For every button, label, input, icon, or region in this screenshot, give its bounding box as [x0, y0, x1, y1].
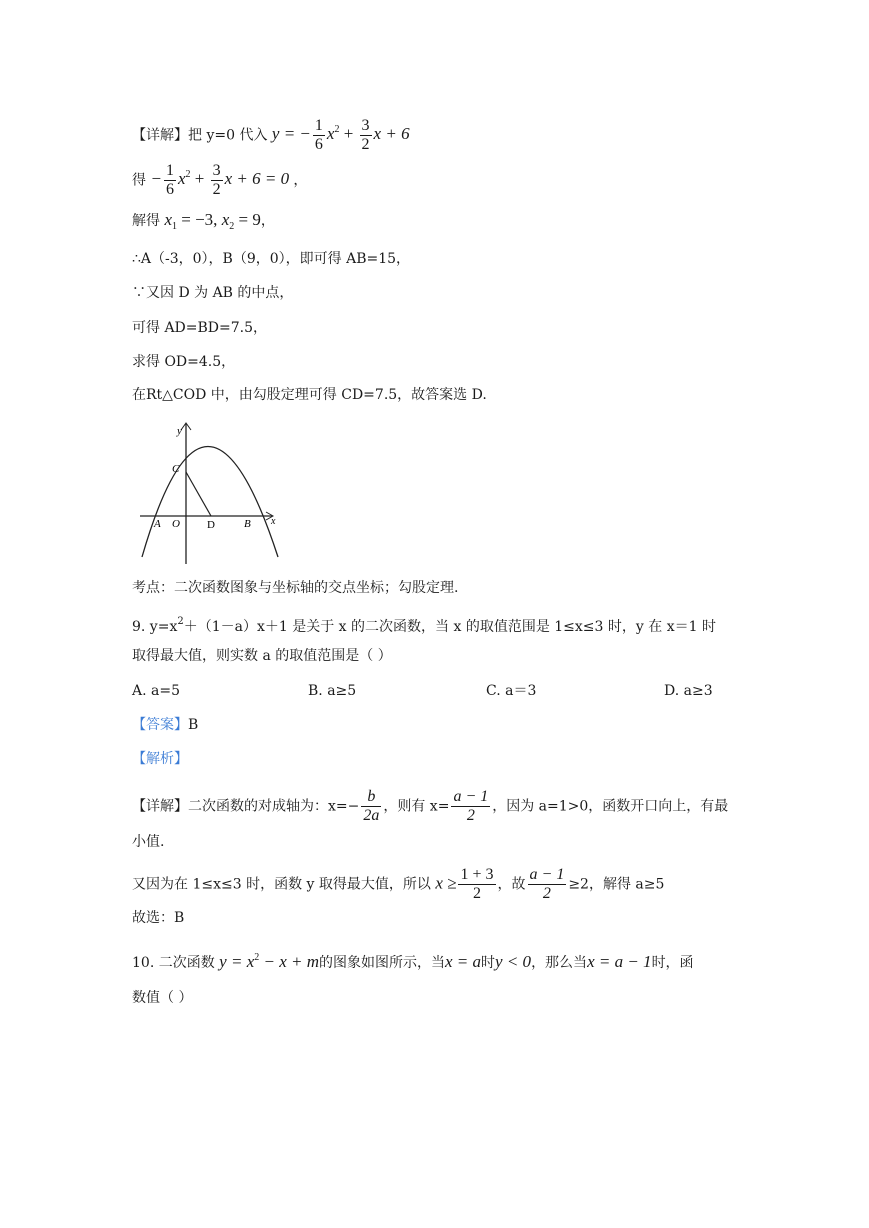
q9-detail-3: [132, 866, 664, 903]
exponent: 2: [177, 616, 184, 627]
answer-line: [132, 715, 198, 735]
eq-tail: x + 6 = 0: [224, 169, 290, 189]
segment-cd: [186, 472, 211, 516]
frac-den: 2: [361, 136, 370, 153]
option-a: A. a=5: [132, 683, 180, 699]
var-x: x: [326, 124, 335, 144]
exponent: 2: [334, 124, 340, 136]
detail-tag: 【详解】: [132, 127, 188, 144]
line-7: 求得 OD=4.5，: [132, 354, 236, 370]
fraction-a1-2: [528, 866, 567, 903]
cond-1: x = a: [445, 952, 482, 971]
plus: +: [343, 124, 354, 144]
q10-pre: 10. 二次函数: [132, 955, 215, 971]
line-5: ∵又因 D 为 AB 的中点，: [132, 285, 294, 301]
frac-den: 6: [165, 181, 174, 198]
q9-line-2: 取得最大值，则实数 a 的取值范围是（ ）: [132, 648, 392, 664]
answer-value: B: [188, 717, 199, 733]
fraction-1-6: [164, 162, 176, 199]
q10-equation: [219, 952, 319, 971]
frac-num: 1: [314, 117, 323, 134]
eq-lhs: y = −: [271, 124, 311, 144]
equation: [271, 117, 410, 153]
detail-intro: 把 y=0 代入: [188, 127, 268, 144]
detail-1-a: 二次函数的对成轴为：x=−: [188, 798, 360, 815]
q10-mid3: ，那么当: [531, 955, 588, 971]
frac-den: 2: [466, 807, 475, 824]
subscript: 1: [172, 221, 177, 232]
detail-3-a: 又因为在 1≤x≤3 时，函数 y 取得最大值，所以: [132, 876, 431, 893]
detail-1-c: ，因为 a=1>0，函数开口向上，有最: [492, 798, 729, 815]
answer-tag: 【答案】: [132, 717, 188, 733]
option-c: C. a＝3: [486, 683, 537, 699]
line-6: 可得 AD=BD=7.5，: [132, 320, 268, 336]
line-3: [132, 210, 275, 237]
fraction-13-2: [458, 866, 495, 903]
q10-mid4: 时，函: [651, 955, 694, 971]
parabola-curve: [142, 447, 278, 558]
frac-num: 3: [361, 117, 370, 134]
q9-detail-4: 故选：B: [132, 910, 185, 926]
frac-den: 2: [212, 181, 221, 198]
label-d: D: [207, 519, 215, 531]
frac-num: a − 1: [529, 866, 565, 883]
frac-num: b: [361, 788, 381, 807]
exponent: 2: [185, 169, 191, 181]
frac-num: a − 1: [453, 788, 489, 805]
fraction-a1-2: [451, 788, 490, 825]
option-b: B. a≥5: [308, 683, 357, 699]
frac-num: 3: [212, 162, 221, 179]
frac-den: 2: [473, 885, 481, 902]
fraction-1-6: [313, 117, 325, 154]
frac-den: 6: [314, 136, 323, 153]
fraction-b-2a: [361, 788, 381, 825]
subscript: 2: [229, 221, 235, 232]
label-y: y: [177, 425, 182, 437]
inequality-x: x ≥: [435, 873, 457, 893]
cond-3: x = a − 1: [587, 952, 652, 971]
q9-detail-1: [132, 788, 728, 825]
detail-line-1: [132, 117, 410, 154]
eq-tail: x + 6: [373, 124, 410, 144]
label-a: A: [154, 518, 161, 530]
line-2: [132, 162, 307, 199]
frac-den: 2: [542, 885, 551, 902]
q10-mid2: 时: [481, 955, 496, 971]
detail-tag: 【详解】: [132, 798, 188, 815]
q9-stem-a: 9. y=x: [132, 619, 178, 635]
line-8: 在Rt△COD 中，由勾股定理可得 CD=7.5，故答案选 D.: [132, 387, 487, 403]
q10-line-2: 数值（ ）: [132, 990, 193, 1006]
q9-detail-2: 小值.: [132, 834, 165, 850]
label-c: C: [172, 463, 180, 475]
detail-3-c: ≥2，解得 a≥5: [568, 876, 665, 893]
value-2: = 9: [234, 210, 261, 229]
var-x: x: [177, 169, 186, 189]
analysis-tag: 【解析】: [132, 751, 188, 767]
label-b: B: [244, 518, 251, 530]
q10-line-1: [132, 948, 694, 973]
q10-mid: 的图象如图所示，当: [319, 955, 445, 971]
fraction-3-2: [360, 117, 372, 154]
comma: ，: [260, 213, 275, 229]
eq-b: − x + m: [259, 952, 319, 971]
frac-num: 1 + 3: [460, 866, 494, 883]
parabola-graph: [136, 420, 286, 565]
detail-3-b: ，故: [497, 876, 526, 893]
var-x2: x: [221, 210, 230, 229]
comma: ，: [293, 172, 308, 189]
q9-stem-b: ＋（1－a）x＋1 是关于 x 的二次函数，当 x 的取值范围是 1≤x≤3 时，y 在 x＝1 时: [183, 619, 716, 635]
line3-pre: 解得: [132, 213, 160, 229]
value-1: = −3,: [177, 210, 222, 229]
detail-1-b: ，则有 x=: [383, 798, 450, 815]
var-x1: x: [164, 210, 172, 229]
equation-2: [150, 162, 293, 198]
q9-line-1: [132, 612, 716, 637]
kaodian-line: 考点：二次函数图象与坐标轴的交点坐标；勾股定理.: [132, 580, 459, 596]
line2-pre: 得: [132, 172, 146, 189]
frac-num: 1: [165, 162, 174, 179]
label-o: O: [172, 518, 180, 530]
frac-den: 2a: [363, 807, 380, 824]
exponent: 2: [254, 952, 260, 963]
eq-a: y = x: [219, 952, 255, 971]
fraction-3-2: [211, 162, 223, 199]
solutions: [164, 210, 261, 232]
minus: −: [150, 169, 162, 189]
option-d: D. a≥3: [664, 683, 713, 699]
plus: +: [194, 169, 205, 189]
cond-2: y < 0: [495, 952, 532, 971]
label-x: x: [271, 516, 276, 527]
line-4: ∴A（-3，0），B（9，0），即可得 AB=15，: [132, 251, 411, 267]
